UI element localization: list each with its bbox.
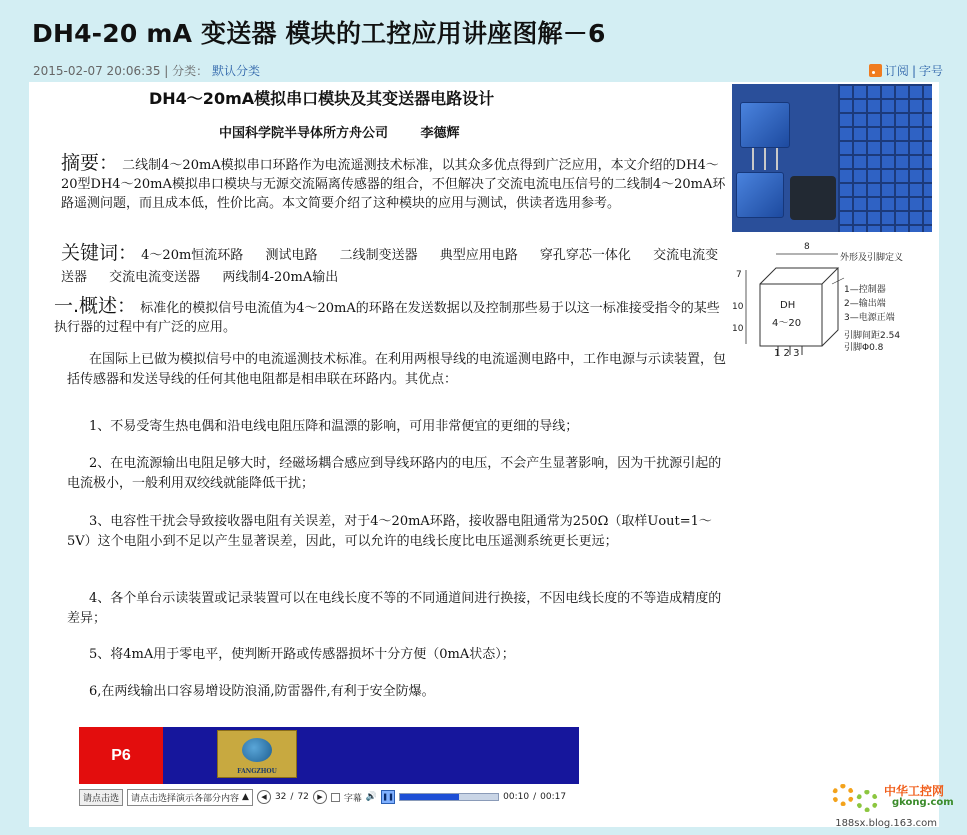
font-size-link[interactable]: 字号 xyxy=(918,64,943,78)
keywords xyxy=(61,242,726,289)
site-domain: gkong.com xyxy=(892,797,954,808)
page-slash: / xyxy=(290,792,294,802)
globe-icon xyxy=(242,738,272,762)
body-paragraph: 3、电容性干扰会导致接收器电阻有关误差，对于4～20mA环路，接收器电阻通常为250Ω（取样Uout=1～5V）这个电阻小到不足以产生显著误差，因此，可以允许的电线长度比电压遥测系统更长更远； xyxy=(67,514,712,549)
pin-desc-2: 2—输出端 xyxy=(844,299,886,309)
dim-left-mid: 10 xyxy=(732,302,744,312)
player-controls xyxy=(79,787,579,807)
site-watermark xyxy=(832,780,962,810)
body-paragraph: 2、在电流源输出电阻足够大时，经磁场耦合感应到导线环路内的电压，不会产生显著影响，因为干扰源引起的电流极小，一般利用双绞线就能降低干扰； xyxy=(67,456,722,491)
keywords-label: 关键词： xyxy=(61,242,138,264)
abstract-label: 摘要： xyxy=(61,152,119,174)
prev-icon[interactable]: ◀ xyxy=(257,790,271,804)
abstract xyxy=(61,154,726,213)
keyword: 穿孔穿芯一体化 xyxy=(539,248,631,263)
post-tools xyxy=(869,62,943,79)
module-block-dark xyxy=(790,176,836,220)
dropdown-arrow-icon[interactable]: ▲ xyxy=(242,792,249,802)
post-date: 2015-02-07 20:06:35 xyxy=(33,64,161,78)
post-content xyxy=(29,82,939,827)
pin-desc-3: 3—电源正端 xyxy=(844,313,895,323)
category-link[interactable]: 默认分类 xyxy=(212,64,261,78)
gear-icon xyxy=(856,790,878,812)
dim-left-top: 7 xyxy=(736,270,742,280)
keyword: 二线制变送器 xyxy=(339,248,418,263)
post-meta xyxy=(33,62,260,79)
product-photo xyxy=(732,84,932,232)
tools-separator: | xyxy=(911,63,916,78)
subtitle-checkbox[interactable] xyxy=(331,793,340,802)
progress-fill xyxy=(400,794,459,800)
next-icon[interactable]: ▶ xyxy=(313,790,327,804)
slide-player[interactable] xyxy=(79,727,579,784)
pin-desc-1: 1—控制器 xyxy=(844,285,886,295)
logo-text: FANGZHOU xyxy=(237,768,277,775)
body-paragraph: 在国际上已做为模拟信号中的电流遥测技术标准。在利用两根导线的电流遥测电路中，工作电源与示读装置，包括传感器和发送导线的任何其他电阻都是相串联在环路内。其优点： xyxy=(67,352,727,387)
keyword: 典型应用电路 xyxy=(439,248,518,263)
dim-left-bot: 10 xyxy=(732,324,744,334)
diagram-title: 外形及引脚定义 xyxy=(840,253,904,263)
meta-separator: | xyxy=(164,64,169,78)
dimension-diagram xyxy=(732,240,932,360)
module-array xyxy=(838,84,932,232)
pin-numbers: 1 2 3 xyxy=(774,348,800,359)
keyword: 交流电流变送器 xyxy=(61,248,719,285)
company-logo xyxy=(217,730,297,778)
keyword: 测试电路 xyxy=(265,248,318,263)
rss-icon[interactable] xyxy=(869,64,882,77)
click-select-button[interactable]: 请点击选 xyxy=(79,789,123,806)
dim-top: 8 xyxy=(804,242,810,252)
time-slash: / xyxy=(533,792,537,802)
keyword: 4～20m恒流环路 xyxy=(141,248,244,263)
subscribe-link[interactable]: 订阅 xyxy=(884,64,909,78)
pin-diameter: 引脚Φ0.8 xyxy=(844,343,884,353)
blog-url: 188sx.blog.163.com xyxy=(835,818,937,829)
module-block xyxy=(736,172,784,218)
doc-author xyxy=(219,122,460,141)
body-paragraph: 5、将4mA用于零电平，使判断开路或传感器损坏十分方便（0mA状态）； xyxy=(89,647,515,662)
page-total: 72 xyxy=(297,792,309,802)
module-block xyxy=(740,102,790,148)
section-select-label: 请点击选择演示各部分内容 xyxy=(131,793,240,804)
overview-text: 标准化的模拟信号电流值为4～20mA的环路在发送数据以及控制那些易于以这一标准接受指令的某些执行器的过程中有广泛的应用。 xyxy=(54,301,720,335)
module-pin xyxy=(752,148,754,170)
body-paragraph: 6,在两线输出口容易增设防浪涌,防雷器件,有利于安全防爆。 xyxy=(89,684,435,699)
module-side-face xyxy=(822,268,838,346)
post-title: DH4-20 mA 变送器 模块的工控应用讲座图解－6 xyxy=(32,19,606,48)
module-label-2: 4～20 xyxy=(772,318,802,329)
abstract-text: 二线制4～20mA模拟串口环路作为电流遥测技术标准，以其众多优点得到广泛应用，本文介绍的DH4～20型DH4～20mA模拟串口模块与无源交流隔离传感器的组合，不但解决了交流电流电压信号的二线制4～20mA环路遥测问题，而且成本低，性价比高。本文简要介绍了这种模块的应用与测试，供读者选用参考。 xyxy=(61,158,726,211)
keyword: 交流电流变送器 xyxy=(109,270,201,285)
module-pin xyxy=(776,148,778,170)
slide-label: P6 xyxy=(79,727,163,784)
pin-pitch: 引脚间距2.54 xyxy=(844,331,901,341)
page-current: 32 xyxy=(274,792,287,802)
module-pin xyxy=(764,148,766,170)
keyword: 两线制4-20mA输出 xyxy=(222,270,339,285)
document-image xyxy=(29,82,939,827)
body-paragraph: 4、各个单台示读装置或记录装置可以在电线长度不等的不同通道间进行换接，不因电线长度的不等造成精度的差异； xyxy=(67,591,722,626)
author-org: 中国科学院半导体所方舟公司 xyxy=(219,126,389,141)
gear-icon xyxy=(832,784,854,806)
volume-icon[interactable]: 🔊 xyxy=(365,792,378,802)
author-name: 李德辉 xyxy=(420,126,460,141)
category-label: 分类： xyxy=(172,64,209,78)
subtitle-label: 字幕 xyxy=(343,793,362,804)
time-total: 00:17 xyxy=(540,792,567,802)
time-current: 00:10 xyxy=(503,792,530,802)
progress-bar[interactable] xyxy=(399,793,499,801)
body-paragraph: 1、不易受寄生热电偶和沿电线电阻压降和温漂的影响，可用非常便宜的更细的导线； xyxy=(89,419,579,434)
overview-label: 一.概述： xyxy=(54,295,137,317)
module-label-1: DH xyxy=(780,300,796,311)
pause-icon[interactable]: ❚❚ xyxy=(381,790,395,804)
site-name: 中华工控网 xyxy=(884,784,945,798)
section-select[interactable] xyxy=(127,789,253,806)
doc-title: DH4～20mA模拟串口模块及其变送器电路设计 xyxy=(149,89,495,108)
overview xyxy=(54,297,724,337)
module-top-face xyxy=(760,268,838,284)
